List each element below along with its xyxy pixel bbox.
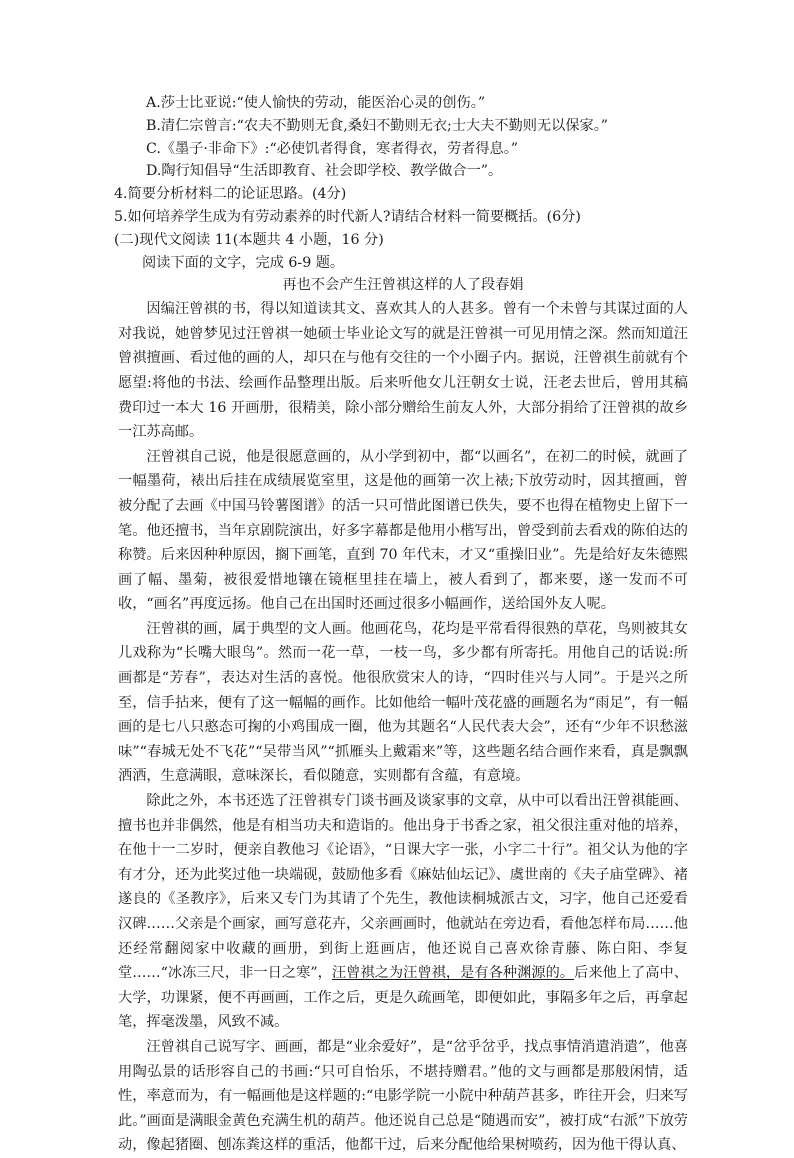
article-title: 再也不会产生汪曾祺这样的人了段春娟	[282, 277, 524, 294]
paragraph-2: 汪曾祺自己说，他是很愿意画的，从小学到初中，都“以画名”，在初二的时候，就画了一幅墨荷，裱出后挂在成绩展览室里，这是他的画第一次上裱;下放劳动时，因其擅画，曾被分配了去画《中国马铃薯图谱》的活一只可惜此图谱已佚失，要不也得在植物史上留下一笔。他还擅书，当年京剧院演出，好多字幕都是他用小楷写出，曾受到前去看戏的陈伯达的称赞。后来因种种原因，搁下画笔，直到 70 年代末，才又“重操旧业”。先是给好友朱德熙画了幅、墨菊，被很爱惜地镶在镜框里挂在墙上，被人看到了，都来要，遂一发而不可收，“画名”再度远扬。他自己在出国时还画过很多小幅画作，送给国外友人呢。	[118, 448, 688, 613]
option-b: B.清仁宗曾言:“农夫不勤则无食,桑妇不勤则无衣;士大夫不勤则无以保家。”	[146, 117, 609, 134]
option-c: C.《墨子·非命下》:“必使饥者得食，寒者得衣，劳者得息。”	[146, 140, 519, 157]
option-d: D.陶行知倡导“生活即教育、社会即学校、教学做合一”。	[146, 163, 503, 180]
section-heading: (二)现代文阅读 11(本题共 4 小题，16 分)	[114, 231, 384, 248]
paragraph-4-tail: 后来他上了高中、大学，功课紧，便不再画画，工作之后，更是久疏画笔，即便如此，事隔多年之后，再拿起笔，挥毫泼墨，风致不减。	[118, 965, 688, 1031]
option-a: A.莎士比亚说:“使人愉快的劳动，能医治心灵的创伤。”	[146, 95, 486, 111]
question-4: 4.简要分析材料二的论证思路。(4分)	[114, 186, 347, 203]
paragraph-5: 汪曾祺自己说写字、画画，都是“业余爱好”，是“岔乎岔乎，找点事情消遣消遣”，他喜用陶弘景的话形容自己的书画:“只可自怡乐，不堪持赠君。”他的文与画都是那般闲情，适性，率意而为，有一幅画他是这样题的:“电影学院一小院中种葫芦甚多，昨往开会，归来写此。”画面是满眼金黄色充满生机的葫芦。他还说自己总是“随遇而安”，被打成“右派”下放劳动，像起猪圈、刨冻粪这样的重活，他都干过，后来分配他给果树喷药，因为他干得认真、	[118, 1038, 688, 1154]
paragraph-3: 汪曾祺的画，属于典型的文人画。他画花鸟，花均是平常看得很熟的草花，鸟则被其女儿戏称为“长嘴大眼鸟”。然而一花一草，一枝一鸟，多少都有所寄托。用他自己的话说:所画都是“芳春”，表达对生活的喜悦。他很欣赏宋人的诗，“四时佳兴与人同”。于是兴之所至，信手拈来，便有了这一幅幅的画作。比如他给一幅叶茂花盛的画题名为“雨足”，有一幅画的是七八只憨态可掬的小鸡围成一圈，他为其题名“人民代表大会”，还有“少年不识愁滋味”“春城无处不飞花”“吴带当风”“抓雁头上戴霜来”等，这些题名结合画作来看，真是飘飘洒洒，生意满眼，意味深长，看似随意，实则都有含蕴，有意境。	[118, 620, 688, 785]
question-5: 5.如何培养学生成为有劳动素养的时代新人?请结合材料一简要概括。(6分)	[114, 208, 581, 225]
paragraph-4-text: 除此之外，本书还选了汪曾祺专门谈书画及谈家事的文章，从中可以看出汪曾祺能画、擅书也并非偶然，他是有相当功夫和造诣的。他出身于书香之家，祖父很注重对他的培养，在他十一二岁时，便亲自教他习《论语》，“日课大字一张，小字二十行”。祖父认为他的字有才分，还为此奖过他一块端砚，鼓励他多看《麻姑仙坛记》、虞世南的《夫子庙堂碑》、褚遂良的《圣教序》，后来又专门为其请了个先生，教他读桐城派古文，习字，他自己还爱看汉碑……父亲是个画家，画写意花卉，父亲画画时，他就站在旁边看，看他怎样布局……他还经常翻阅家中收藏的画册，到街上逛画店，他还说自己喜欢徐青藤、陈白阳、李复堂……“冰冻三尺，非一日之寒”，	[118, 793, 688, 982]
paragraph-1: 因编汪曾祺的书，得以知道读其文、喜欢其人的人甚多。曾有一个未曾与其谋过面的人对我说，她曾梦见过汪曾祺一她硕士毕业论文写的就是汪曾祺一可见用情之深。然而知道汪曾祺擅画、看过他的画的人，却只在与他有交往的一个小圈子内。据说，汪曾祺生前就有个愿望:将他的书法、绘画作品整理出版。后来听他女儿汪朝女士说，汪老去世后，曾用其稿费印过一本大 16 开画册，很精美，除小部分赠给生前友人外，大部分捐给了汪曾祺的故乡一江苏高邮。	[118, 301, 688, 441]
paragraph-4	[118, 789, 688, 1035]
reading-instruction: 阅读下面的文字，完成 6-9 题。	[142, 254, 345, 271]
underlined-sentence: 汪曾祺之为汪曾祺，是有各种渊源的。	[331, 965, 575, 982]
